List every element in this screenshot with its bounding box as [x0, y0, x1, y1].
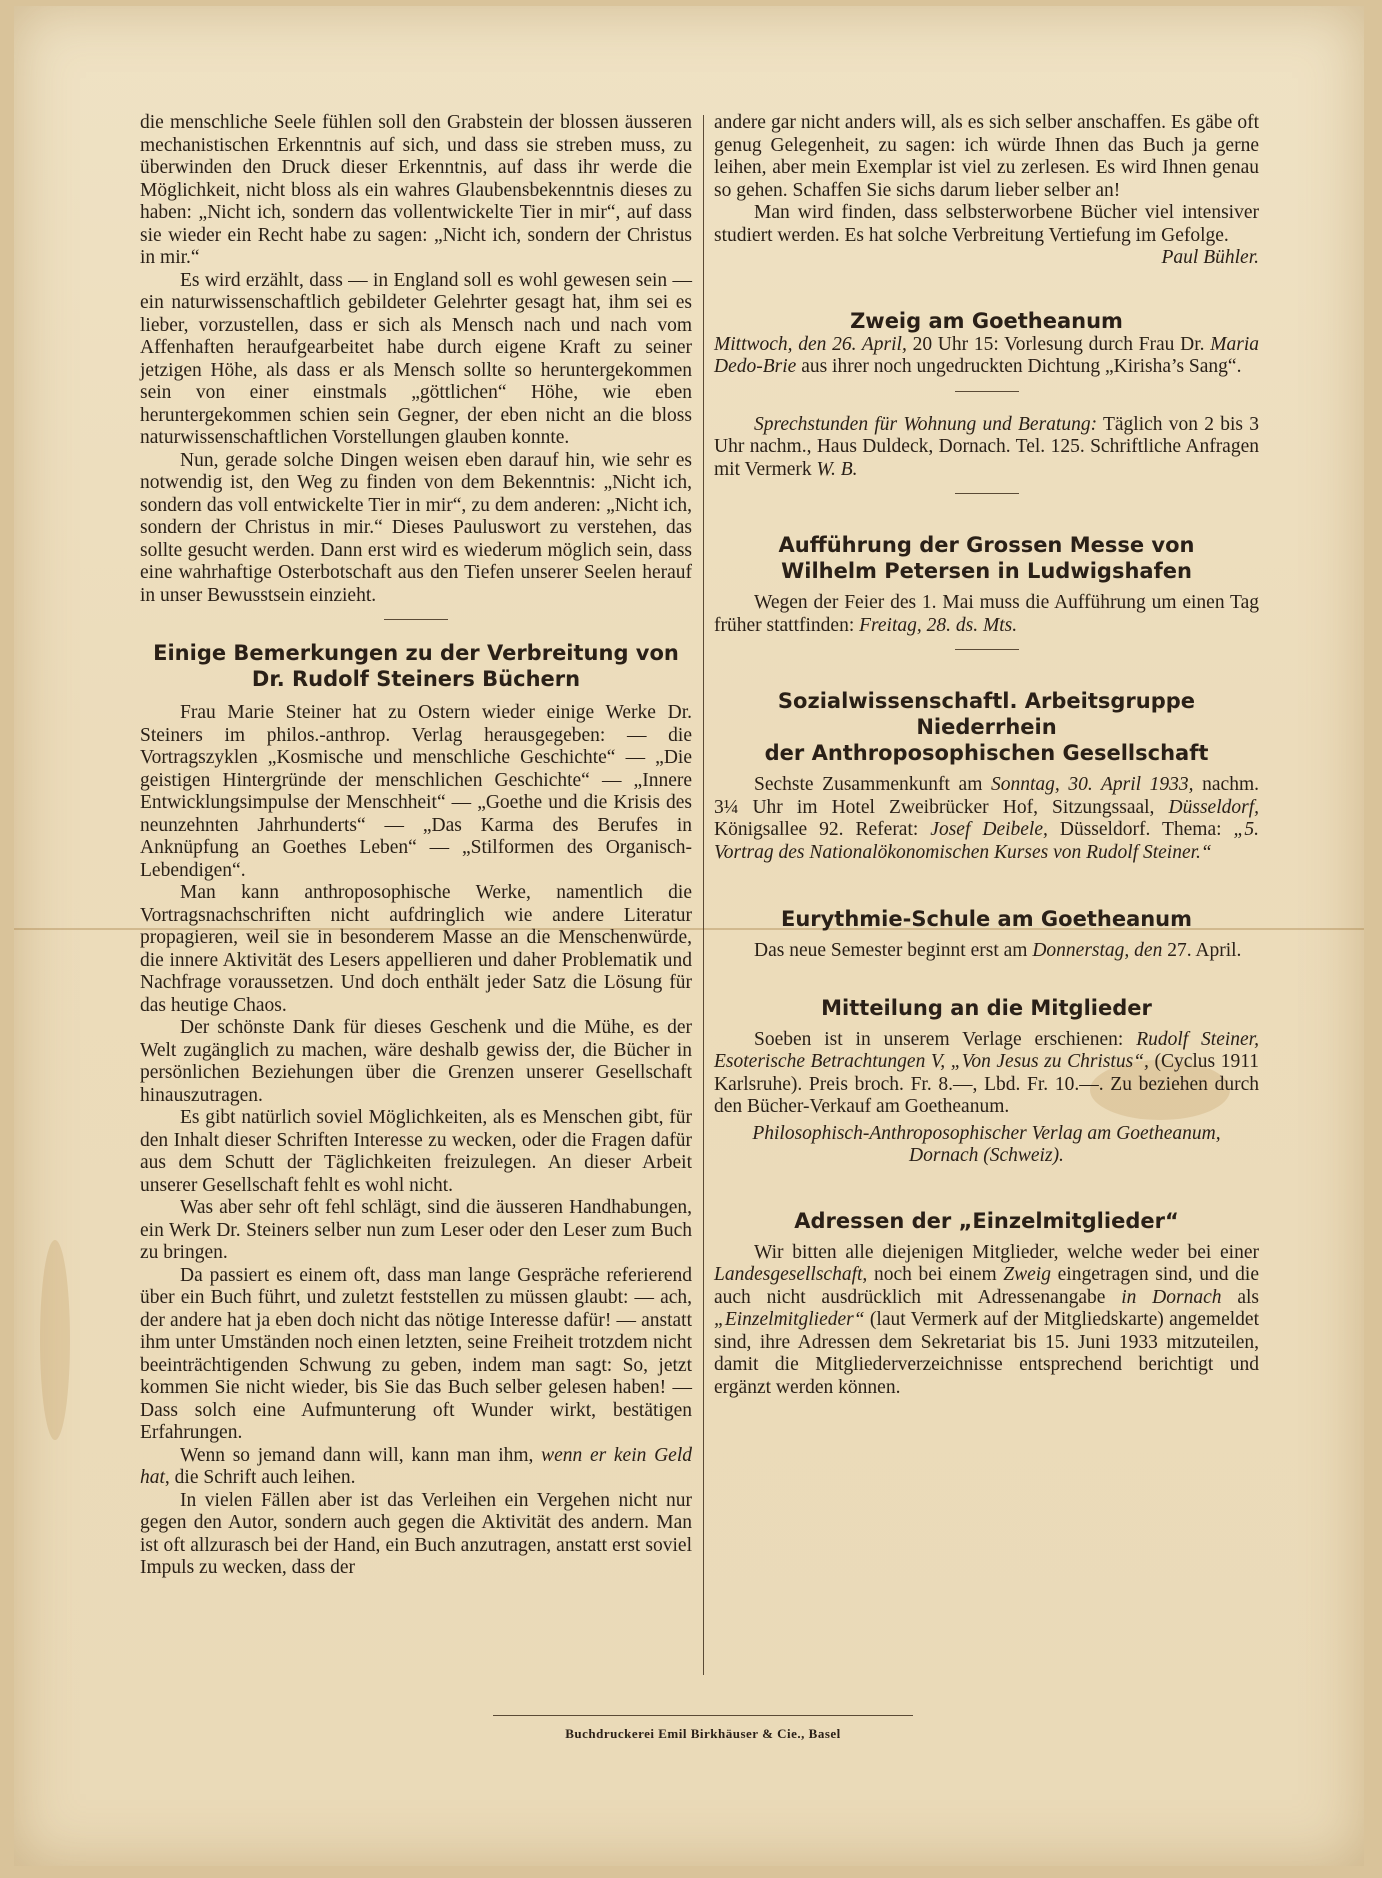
section-title: [714, 532, 1259, 584]
paragraph: Was aber sehr oft fehl schlägt, sind die äusseren Handhabungen, ein Werk Dr. Steiners selber nun zum Leser oder den Leser zum Buch zu bringen.: [140, 1197, 692, 1263]
paragraph: andere gar nicht anders will, als es sich selber anschaffen. Es gäbe oft genug Gelegenheit, zu sagen: ich würde Ihnen das Buch ja gerne leihen, aber mein Exemplar ist viel zu zerlesen. Es wird Ihnen genau so gehen. Schaffen Sie sichs darum lieber selber an!: [714, 112, 1259, 201]
text-run: Düsseldorf. Thema:: [1047, 819, 1234, 840]
paragraph: [714, 414, 1259, 482]
text-run: Wegen der Feier des 1. Mai muss die Aufführung um einen Tag früher stattfinden:: [714, 592, 1259, 636]
text-run: , die Schrift auch leihen.: [164, 1467, 356, 1488]
publisher-line: [714, 1123, 1259, 1168]
paragraph: Frau Marie Steiner hat zu Ostern wieder einige Werke Dr. Steiners im philos.-anthrop. Verlag herausgegeben: — die Vortragszyklen „Kosmische und menschliche Geschichte“ — „Die geistigen Hintergründe der menschlichen Geschichte“ — „Innere Entwicklungsimpulse der Menschheit“ — „Goethe und die Krisis des neunzehnten Jahrhunderts“ — „Das Karma des Berufes in Anknüpfung an Goethes Leben“ — „Stilformen des Organisch-Lebendigen“.: [140, 702, 692, 881]
footer-rule: [493, 1715, 913, 1716]
text-run: Täglich von 2 bis 3 Uhr nachm., Haus Duldeck, Dornach. Tel. 125. Schriftliche Anfragen mit Vermerk: [714, 413, 1259, 480]
paragraph: [714, 1029, 1259, 1119]
text-run: Donnerstag, den: [1032, 940, 1163, 961]
section-separator: [955, 493, 1019, 494]
paragraph: Es wird erzählt, dass — in England soll es wohl gewesen sein — ein naturwissenschaftlich gebildeter Gelehrter gesagt hat, ihm sei es lieber, vorzustellen, dass er sich als Mensch nach und nach vom Affenhaften heraufgearbeitet habe durch eigene Kraft zu seiner jetzigen Höhe, als dass er als Mensch sollte so heruntergekommen sein von einer einstmals „göttlichen“ Höhe, wie eben heruntergekommen schien sein Gegner, der eben nicht an die bloss naturwissenschaftlichen Vorstellungen glauben konnte.: [140, 269, 692, 448]
paragraph: [140, 1445, 692, 1490]
section-title: Adressen der „Einzelmitglieder“: [794, 1208, 1179, 1233]
text-run: Wir bitten alle diejenigen Mitglieder, welche weder bei einer: [754, 1241, 1259, 1263]
paragraph: Da passiert es einem oft, dass man lange Gespräche referierend über ein Buch führt, und zuletzt feststellen zu müssen glaubt: — ach, der andere hat ja eben doch nicht das nötige Interesse dafür! — anstatt ihm unter Umständen noch einen letzten, seine Freiheit trotzdem nicht beeinträchtigenden Schwung zu geben, indem man sagt: So, jetzt kommen Sie nicht wieder, bis Sie das Buch selber gelesen haben! — Dass solch eine Aufmunterung oft Wunder wirkt, bestätigen Erfahrungen.: [140, 1264, 692, 1443]
paragraph: [714, 1242, 1259, 1400]
column-divider: [703, 115, 704, 1675]
text-run: als: [1221, 1286, 1259, 1308]
section-separator: [384, 619, 448, 620]
text-run: aus ihrer noch ungedruckten Dichtung „Kirisha’s Sang“.: [796, 356, 1242, 377]
section-separator: [955, 649, 1019, 650]
paragraph: [714, 592, 1259, 637]
text-run: Sprechstunden für Wohnung und Beratung:: [754, 413, 1098, 435]
text-run: Dornach (Schweiz).: [909, 1145, 1064, 1166]
text-run: Zweig: [1003, 1264, 1051, 1285]
printer-imprint: Buchdruckerei Emil Birkhäuser & Cie., Basel: [565, 1726, 841, 1741]
text-run: noch bei einem: [867, 1264, 1004, 1285]
article-title-line: Einige Bemerkungen zu der Verbreitung von: [153, 641, 679, 665]
paragraph: [714, 774, 1259, 864]
text-run: Freitag, 28. ds. Mts.: [859, 614, 1018, 636]
text-run: Landesgesellschaft,: [714, 1264, 868, 1285]
text-run: Sonntag, 30. April 1933,: [990, 774, 1194, 795]
text-run: Das neue Semester beginnt erst am: [754, 940, 1033, 961]
section-title-line: Wilhelm Petersen in Ludwigshafen: [781, 559, 1192, 583]
section-title: Mitteilung an die Mitglieder: [821, 995, 1152, 1020]
article-title-line: Dr. Rudolf Steiners Büchern: [251, 667, 581, 691]
section-title-line: Aufführung der Grossen Messe von: [778, 533, 1195, 557]
article-title: [140, 640, 692, 692]
text-run: Philosophisch-Anthroposophischer Verlag am Goetheanum,: [752, 1122, 1221, 1144]
text-run: Soeben ist in unserem Verlage erschienen:: [754, 1028, 1137, 1050]
text-run: eingetragen sind, und die auch nicht ausdrücklich mit Adressenangabe: [714, 1264, 1259, 1308]
section-title-line: der Anthroposophischen Gesellschaft: [764, 741, 1209, 765]
text-run: Sechste Zusammenkunft am: [754, 774, 991, 795]
text-run: „5. Vortrag des Nationalökonomischen Kurses von Rudolf Steiner.“: [714, 819, 1259, 863]
author-signature: Paul Bühler.: [1161, 247, 1259, 268]
text-run: „Einzelmitglieder“: [714, 1309, 865, 1330]
section-title-line: Sozialwissenschaftl. Arbeitsgruppe Niederrhein: [777, 689, 1196, 739]
right-column: [714, 112, 1259, 1399]
text-run: Maria Dedo-Brie: [714, 333, 1259, 377]
text-run: 20 Uhr 15: Vorlesung durch Frau Dr.: [906, 333, 1211, 355]
text-run: Rudolf Steiner, Esoterische Betrachtungen V, „Von Jesus zu Christus“,: [714, 1028, 1259, 1072]
text-run: 27. April.: [1162, 940, 1242, 961]
text-run: Josef Deibele,: [930, 819, 1048, 840]
text-run: Wenn so jemand dann will, kann man ihm,: [180, 1444, 542, 1466]
text-run: nachm. 3¼ Uhr im Hotel Zweibrücker Hof, Sitzungssaal,: [714, 774, 1259, 818]
text-run: in Dornach: [1121, 1286, 1222, 1308]
section-title: [714, 688, 1259, 766]
paper-stain: [40, 1240, 70, 1440]
paragraph: In vielen Fällen aber ist das Verleihen ein Vergehen nicht nur gegen den Autor, sondern auch gegen die Aktivität des andern. Man ist oft allzurasch bei der Hand, ein Buch anzutragen, anstatt erst soviel Impuls zu wecken, dass der: [140, 1489, 692, 1578]
paragraph: Der schönste Dank für dieses Geschenk und die Mühe, es der Welt zugänglich zu machen, wäre deshalb gewiss der, die Bücher in persönlichen Beziehungen über die Grenzen unserer Gesellschaft hinauszutragen.: [140, 1017, 692, 1106]
text-run: Mittwoch, den 26. April,: [714, 333, 907, 355]
text-run: wenn er kein Geld hat: [140, 1444, 692, 1488]
paragraph: Man kann anthroposophische Werke, namentlich die Vortragsnachschriften nicht aufdringlich wie andere Literatur propagieren, weil sie in besonderem Masse an die Menschenwürde, die innere Aktivität des Lesers appellieren und daher Problematik und Nachfrage voraussetzen. Und doch enthält jeder Satz die Lösung für das heutige Chaos.: [140, 882, 692, 1016]
section-separator: [955, 391, 1019, 392]
text-run: W. B.: [816, 458, 858, 480]
paragraph: die menschliche Seele fühlen soll den Grabstein der blossen äusseren mechanistischen Erkenntnis auf sich, und dass sie streben muss, zu überwinden den Druck dieser Erkenntnis, auf dass ihr werde die Möglichkeit, nicht bloss als ein wahres Glaubensbekenntnis dieses zu haben: „Nicht ich, sondern das vollentwickelte Tier in mir“, auf dass sie wieder ein Recht habe zu sagen: „Nicht ich, sondern der Christus in mir.“: [140, 112, 692, 268]
text-run: Düsseldorf,: [1168, 796, 1259, 818]
paragraph: Man wird finden, dass selbsterworbene Bücher viel intensiver studiert werden. Es hat solche Verbreitung Vertiefung im Gefolge.: [714, 202, 1259, 246]
text-run: (Cyclus 1911 Karlsruhe). Preis broch. Fr. 8.—, Lbd. Fr. 10.—. Zu beziehen durch den Bücher-Verkauf am Goetheanum.: [714, 1051, 1259, 1117]
section-title: Zweig am Goetheanum: [850, 308, 1123, 333]
section-title: Eurythmie-Schule am Goetheanum: [780, 907, 1193, 931]
left-column: [140, 112, 692, 1580]
paragraph: Es gibt natürlich soviel Möglichkeiten, als es Menschen gibt, für den Inhalt dieser Schriften Interesse zu wecken, oder die Fragen dafür aus dem Schutt der Täglichkeiten freizulegen. An dieser Arbeit unserer Gesellschaft fehlt es wohl nicht.: [140, 1107, 692, 1196]
paragraph: Nun, gerade solche Dingen weisen eben darauf hin, wie sehr es notwendig ist, den Weg zu finden von dem Bekenntnis: „Nicht ich, sondern das voll entwickelte Tier in mir“, zu dem anderen: „Nicht ich, sondern der Christus in mir.“ Dieses Pauluswort zu verstehen, das sollte gesucht werden. Dann erst wird es wiederum möglich sein, dass eine wahrhaftige Osterbotschaft aus den Tiefen unserer Seelen herauf in unser Bewusstsein einzieht.: [140, 449, 692, 606]
paragraph: [714, 940, 1259, 963]
text-run: Königsallee 92. Referat:: [714, 819, 931, 840]
paragraph: [714, 334, 1259, 379]
text-run: (laut Vermerk auf der Mitgliedskarte) angemeldet sind, ihre Adressen dem Sekretariat bis 15. Juni 1933 mitzuteilen, damit die Mitgliederverzeichnisse entsprechend berichtigt und ergänzt werden können.: [714, 1309, 1259, 1398]
